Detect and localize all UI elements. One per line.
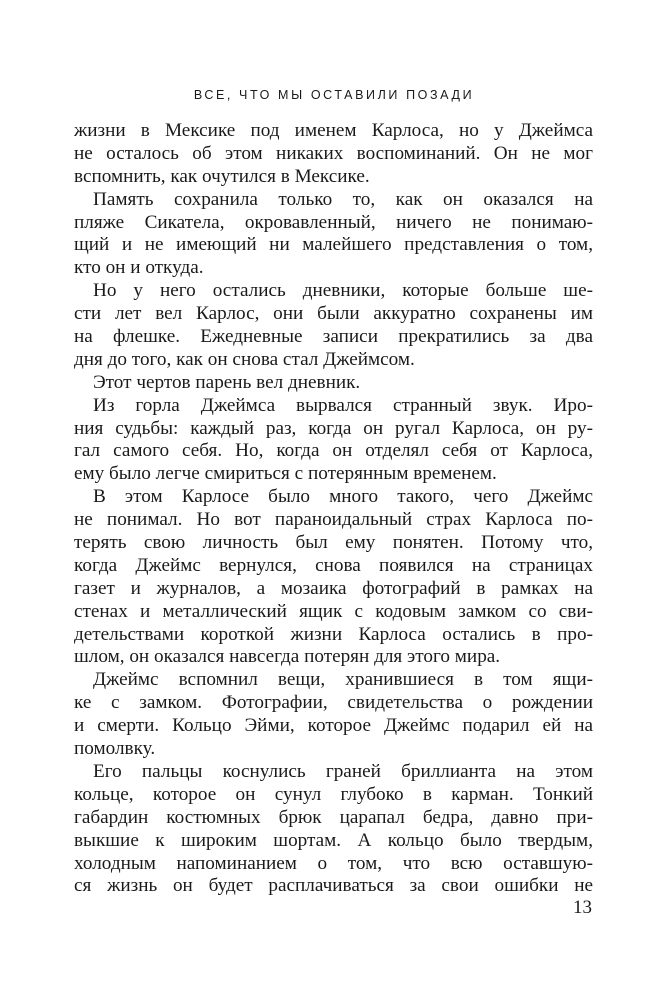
text-line: помолвку. xyxy=(74,738,156,760)
text-line: ся жизнь он будет расплачиваться за свои ошибки не xyxy=(74,875,593,897)
text-line: стенах и металлический ящик с кодовым замком со сви- xyxy=(74,600,593,622)
text-line: когда Джеймс вернулся, снова появился на страницах xyxy=(74,554,593,576)
text-line: на флешке. Ежедневные записи прекратились за два xyxy=(74,326,593,348)
text-line: ке с замком. Фотографии, свидетельства о рождении xyxy=(74,692,593,714)
text-line: Из горла Джеймса вырвался странный звук. Иро- xyxy=(93,394,593,416)
text-line: сти лет вел Карлос, они были аккуратно сохранены им xyxy=(74,303,593,325)
text-line: выкшие к широким шортам. А кольцо было твердым, xyxy=(74,829,593,851)
text-line: кто он и откуда. xyxy=(74,257,204,279)
text-line: газет и журналов, а мозаика фотографий в рамках на xyxy=(74,577,593,599)
text-line: Его пальцы коснулись граней бриллианта на этом xyxy=(93,760,593,782)
text-line: холодным напоминанием о том, что всю оставшую- xyxy=(74,852,593,874)
text-line: ния судьбы: каждый раз, когда он ругал Карлоса, он ру- xyxy=(74,417,593,439)
text-line: габардин костюмных брюк царапал бедра, давно при- xyxy=(74,806,593,828)
running-head: ВСЕ, ЧТО МЫ ОСТАВИЛИ ПОЗАДИ xyxy=(193,88,475,102)
text-line: терять свою личность был ему понятен. Потому что, xyxy=(74,532,593,554)
text-line: не понимал. Но вот параноидальный страх Карлоса по- xyxy=(74,509,593,531)
body-text xyxy=(74,120,593,898)
text-line: гал самого себя. Но, когда он отделял себя от Карлоса, xyxy=(74,440,593,462)
text-line: Этот чертов парень вел дневник. xyxy=(93,371,361,393)
text-line: Но у него остались дневники, которые больше ше- xyxy=(93,280,593,302)
text-line: жизни в Мексике под именем Карлоса, но у Джеймса xyxy=(74,120,593,141)
text-line: детельствами короткой жизни Карлоса остались в про- xyxy=(74,623,593,645)
text-line: щий и не имеющий ни малейшего представления о том, xyxy=(74,234,593,256)
text-line: Джеймс вспомнил вещи, хранившиеся в том ящи- xyxy=(93,669,593,691)
text-line: ему было легче смириться с потерянным временем. xyxy=(74,463,497,485)
text-line: дня до того, как он снова стал Джеймсом. xyxy=(74,348,415,370)
text-line: В этом Карлосе было много такого, чего Джеймс xyxy=(93,486,593,508)
text-line: не осталось об этом никаких воспоминаний. Он не мог xyxy=(74,142,593,164)
text-line: кольце, которое он сунул глубоко в карман. Тонкий xyxy=(74,783,593,805)
text-line: и смерти. Кольцо Эйми, которое Джеймс подарил ей на xyxy=(74,715,593,737)
text-line: шлом, он оказался навсегда потерян для этого мира. xyxy=(74,646,501,668)
text-line: Память сохранила только то, как он оказался на xyxy=(93,188,593,210)
text-line: пляже Сикатела, окровавленный, ничего не понимаю- xyxy=(74,211,593,233)
page-number: 13 xyxy=(573,897,592,918)
text-line: вспомнить, как очутился в Мексике. xyxy=(74,165,370,187)
